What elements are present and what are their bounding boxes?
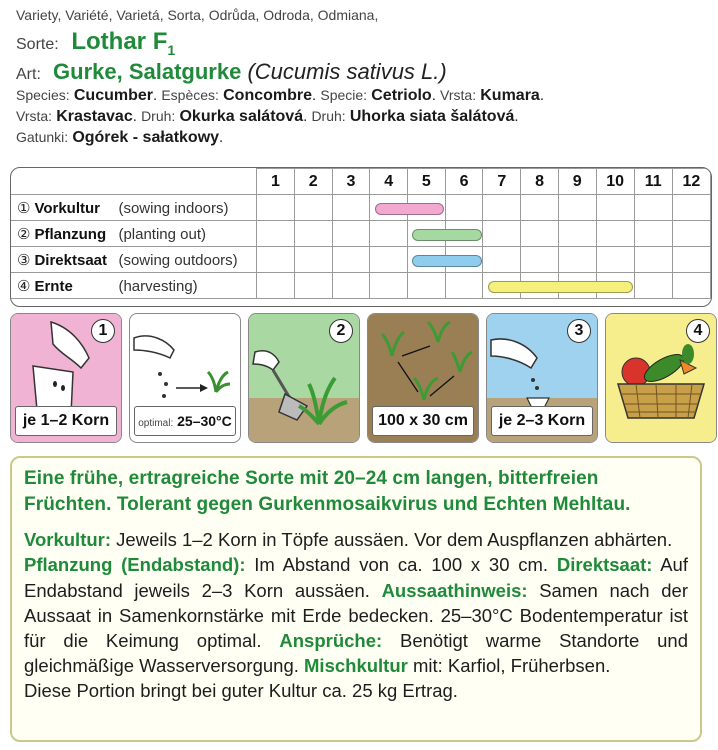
keyword-vorkultur: Vorkultur: xyxy=(24,529,112,551)
month-cell xyxy=(483,221,521,247)
month-cell xyxy=(370,273,408,299)
variety-intro: Eine frühe, ertragreiche Sorte mit 20–24 cm langen, bitterfreien Früchten. Tolerant gegen Gurkenmosaikvirus und Echten Mehltau. xyxy=(24,468,631,515)
month-cell xyxy=(294,273,332,299)
panel-harvest xyxy=(605,313,717,443)
month-cell xyxy=(332,247,370,273)
panel-spacing xyxy=(367,313,479,443)
species-value: Uhorka siata šalátová xyxy=(349,107,515,125)
caption-small: optimal: xyxy=(138,418,174,429)
variety-name: Lothar F xyxy=(71,28,168,55)
species-label: Species: xyxy=(16,86,70,103)
step-number: 2 xyxy=(329,319,353,343)
step-number: ③ xyxy=(17,251,31,269)
header-blank xyxy=(11,169,257,195)
step-number: 4 xyxy=(686,319,710,343)
month-3: 3 xyxy=(332,169,370,195)
schedule-row xyxy=(11,247,711,273)
panel-planting-out xyxy=(248,313,360,443)
species-value: Okurka salátová xyxy=(179,107,304,125)
text-ansprueche: Benötigt warme Standorte und gleichmäßige Wasserversorgung. xyxy=(24,629,688,677)
schedule-row xyxy=(11,221,711,247)
month-cell xyxy=(332,273,370,299)
month-4: 4 xyxy=(370,169,408,195)
month-cell xyxy=(332,195,370,221)
month-cell xyxy=(672,247,710,273)
panel-caption xyxy=(134,406,236,436)
month-cell xyxy=(521,195,559,221)
activity-translation: (sowing indoors) xyxy=(118,199,229,217)
text-direktsaat: Auf Endabstand jeweils 2–3 Korn aussäen. xyxy=(24,554,688,601)
activity-translation: (harvesting) xyxy=(118,277,198,295)
month-6: 6 xyxy=(445,169,483,195)
month-cell xyxy=(634,247,672,273)
sorte-label: Sorte: xyxy=(16,36,59,53)
month-cell xyxy=(634,221,672,247)
month-8: 8 xyxy=(521,169,559,195)
species-label: Druh: xyxy=(141,107,176,124)
variety-line xyxy=(16,30,706,57)
month-11: 11 xyxy=(634,169,672,195)
month-12: 12 xyxy=(672,169,710,195)
month-cell xyxy=(521,221,559,247)
month-cell xyxy=(445,195,483,221)
languages-line: Variety, Variété, Varietá, Sorta, Odrůda, Odroda, Odmiana, xyxy=(16,7,379,23)
panel-germination-temp xyxy=(129,313,241,443)
month-cell xyxy=(483,195,521,221)
schedule-bar xyxy=(375,203,445,215)
month-cell xyxy=(558,221,596,247)
species-label: Vrsta: xyxy=(16,107,53,124)
species-label: Espèces: xyxy=(161,86,219,103)
month-cell xyxy=(257,195,295,221)
art-latin: (Cucumis sativus L.) xyxy=(247,58,447,84)
month-cell xyxy=(596,247,634,273)
month-cell xyxy=(294,221,332,247)
schedule-row xyxy=(11,195,711,221)
activity-translation: (sowing outdoors) xyxy=(118,251,238,269)
species-value: Cetriolo xyxy=(371,86,432,104)
month-cell xyxy=(445,273,483,299)
month-cell xyxy=(408,273,446,299)
art-line xyxy=(16,58,706,84)
month-cell xyxy=(257,221,295,247)
month-cell xyxy=(294,247,332,273)
month-cell xyxy=(332,221,370,247)
species-label: Gatunki: xyxy=(16,128,69,145)
activity-label xyxy=(11,221,257,247)
species-value: Concombre xyxy=(223,86,313,104)
cultivation-instructions xyxy=(24,527,688,703)
month-10: 10 xyxy=(596,169,634,195)
species-value: Krastavac xyxy=(56,107,133,125)
month-cell xyxy=(672,273,710,299)
schedule-bar xyxy=(412,229,482,241)
month-cell xyxy=(370,221,408,247)
month-5: 5 xyxy=(408,169,446,195)
step-number: ① xyxy=(17,199,31,217)
species-value: Ogórek - sałatkowy xyxy=(72,128,220,146)
caption-temp: 25–30°C xyxy=(177,413,232,429)
panel-caption: je 2–3 Korn xyxy=(491,406,593,436)
species-label: Druh: xyxy=(311,107,346,124)
species-line-1: Species: Cucumber. Espèces: Concombre. Specie: Cetriolo. Vrsta: Kumara. xyxy=(16,86,544,104)
panel-caption: je 1–2 Korn xyxy=(15,406,117,436)
species-label: Vrsta: xyxy=(440,86,477,103)
instruction-icons xyxy=(10,313,710,443)
month-7: 7 xyxy=(483,169,521,195)
species-value: Kumara xyxy=(480,86,540,104)
month-cell xyxy=(596,221,634,247)
month-cell xyxy=(672,195,710,221)
month-2: 2 xyxy=(294,169,332,195)
keyword-ansprueche: Ansprüche: xyxy=(279,629,383,651)
step-number: 1 xyxy=(91,319,115,343)
activity-name: Ernte xyxy=(34,277,73,295)
keyword-aussaathinweis: Aussaathinweis: xyxy=(381,579,528,601)
activity-name: Vorkultur xyxy=(34,199,101,217)
panel-sowing-indoors xyxy=(10,313,122,443)
variety-sub: 1 xyxy=(167,41,176,58)
month-cell xyxy=(596,195,634,221)
text-mischkultur: mit: Karfiol, Früherbsen. xyxy=(407,655,611,677)
species-line-3: Gatunki: Ogórek - sałatkowy. xyxy=(16,128,224,146)
art-label: Art: xyxy=(16,65,41,83)
month-cell xyxy=(558,195,596,221)
activity-label xyxy=(11,273,257,299)
species-line-2: Vrsta: Krastavac. Druh: Okurka salátová. Druh: Uhorka siata šalátová. xyxy=(16,107,519,125)
month-cell xyxy=(294,195,332,221)
activity-label xyxy=(11,195,257,221)
keyword-direktsaat: Direktsaat: xyxy=(556,554,653,576)
sowing-schedule xyxy=(10,167,712,307)
art-name: Gurke, Salatgurke xyxy=(53,58,242,84)
text-vorkultur: Jeweils 1–2 Korn in Töpfe aussäen. Vor dem Auspflanzen abhärten. xyxy=(111,529,673,551)
step-number: ② xyxy=(17,225,31,243)
step-number: ④ xyxy=(17,277,31,295)
yield-note: Diese Portion bringt bei guter Kultur ca. 25 kg Ertrag. xyxy=(24,680,458,702)
month-cell xyxy=(483,247,521,273)
step-number: 3 xyxy=(567,319,591,343)
month-cell xyxy=(634,195,672,221)
panel-caption: 100 x 30 cm xyxy=(372,406,474,436)
panel-direct-sowing xyxy=(486,313,598,443)
schedule-table xyxy=(11,168,711,299)
keyword-pflanzung: Pflanzung (Endabstand): xyxy=(24,554,246,576)
activity-name: Direktsaat xyxy=(34,251,107,269)
month-1: 1 xyxy=(257,169,295,195)
month-cell xyxy=(634,273,672,299)
text-aussaathinweis: Samen nach der Aussaat in Samenkornstärke mit Erde bedecken. 25–30°C Bodentemperatur ist für die Keimung optimal. xyxy=(24,579,688,651)
month-9: 9 xyxy=(558,169,596,195)
activity-label xyxy=(11,247,257,273)
activity-name: Pflanzung xyxy=(34,225,107,243)
month-cell xyxy=(257,247,295,273)
keyword-mischkultur: Mischkultur xyxy=(304,655,408,677)
schedule-bar xyxy=(412,255,482,267)
description-box xyxy=(10,456,702,742)
month-header-row xyxy=(11,169,711,195)
schedule-bar xyxy=(488,281,634,293)
month-cell xyxy=(672,221,710,247)
month-cell xyxy=(257,273,295,299)
species-label: Specie: xyxy=(320,86,368,103)
seed-packet-header xyxy=(16,6,706,146)
month-cell xyxy=(521,247,559,273)
species-value: Cucumber xyxy=(73,86,153,104)
month-cell xyxy=(370,247,408,273)
month-cell xyxy=(558,247,596,273)
activity-translation: (planting out) xyxy=(118,225,207,243)
text-pflanzung: Im Abstand von ca. 100 x 30 cm. xyxy=(245,554,557,576)
